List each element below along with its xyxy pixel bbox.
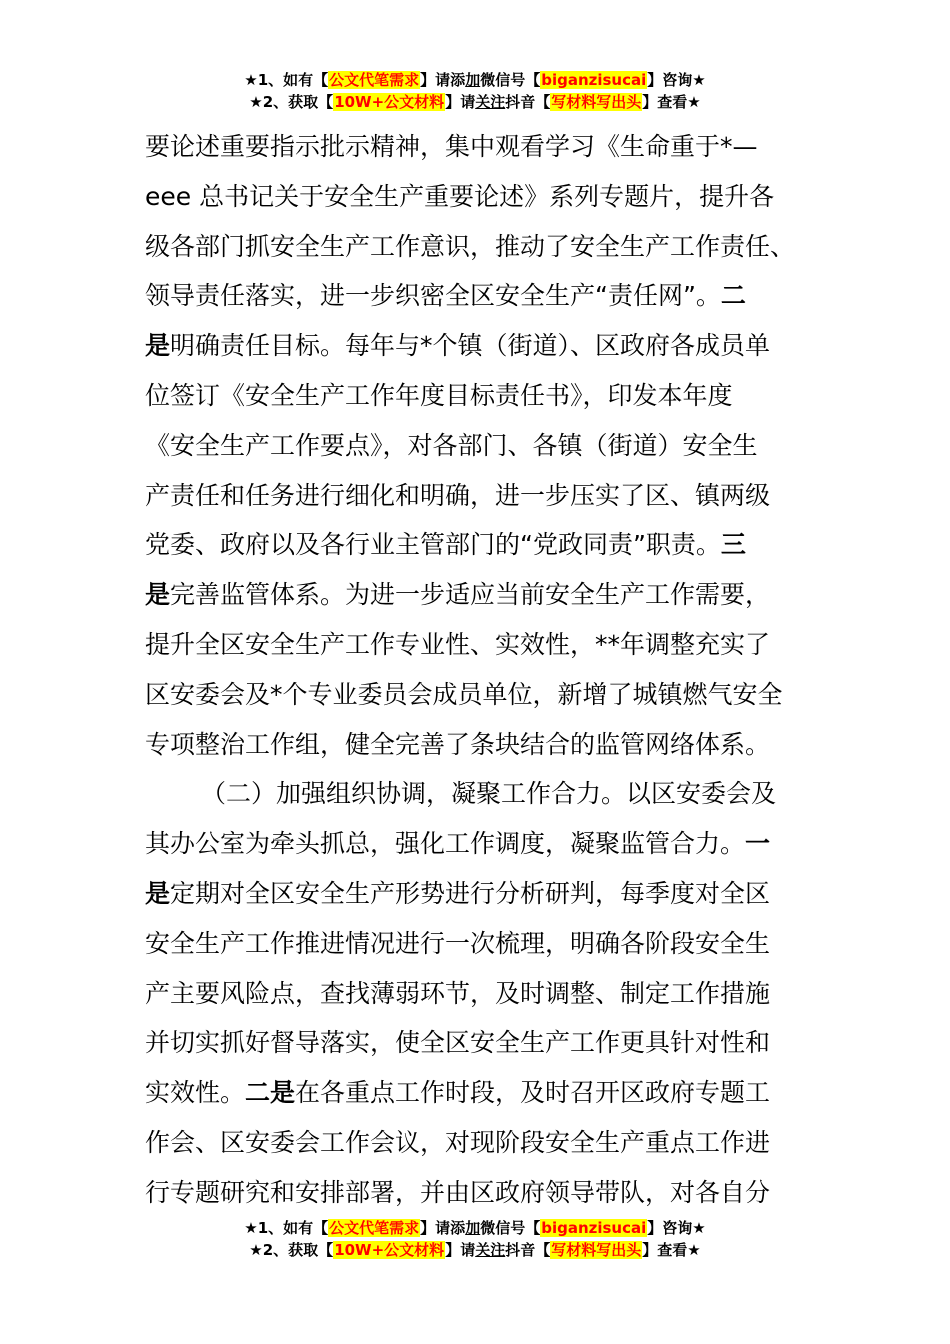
promo-text: 抖音【	[505, 93, 551, 111]
promo-text: 微信号【	[480, 1219, 541, 1237]
promo-text: 】请	[445, 1241, 476, 1259]
promo-text: 】请	[445, 93, 476, 111]
body-text: 并切实抓好督导落实，使全区安全生产工作更具针对性和	[145, 1028, 771, 1058]
promo-underlined: 加	[465, 71, 481, 89]
body-bold-marker: 是	[145, 580, 171, 610]
body-text: （二）加强组织协调，凝聚工作合力。以区安委会及	[201, 779, 777, 809]
body-text: 领导责任落实，进一步织密全区安全生产“责任网”。	[145, 281, 721, 311]
body-text: eee 总书记关于安全生产重要论述》系列专题片，提升各	[145, 181, 775, 211]
promo-highlight: 10W+公文材料	[334, 93, 445, 111]
body-bold-marker: 是	[145, 878, 171, 908]
promo-underlined: 关注	[475, 93, 506, 111]
body-bold-marker: 一	[745, 829, 771, 859]
bottom-promo-banner	[0, 1217, 950, 1261]
promo-text: 】请添	[420, 71, 466, 89]
body-text: 行专题研究和安排部署，并由区政府领导带队，对各自分	[145, 1177, 771, 1207]
body-line	[145, 271, 805, 321]
promo-text: 】查看★	[642, 93, 701, 111]
body-text: 提升全区安全生产工作专业性、实效性，**年调整充实了	[145, 629, 771, 659]
promo-highlight: 公文代笔需求	[329, 1219, 420, 1237]
body-text: 安全生产工作推进情况进行一次梳理，明确各阶段安全生	[145, 928, 771, 958]
body-line	[145, 122, 805, 172]
body-line	[145, 1168, 805, 1218]
body-line	[145, 819, 805, 869]
body-text: 要论述重要指示批示精神，集中观看学习《生命重于*—	[145, 132, 758, 161]
body-text: 《安全生产工作要点》，对各部门、各镇（街道）安全生	[145, 430, 758, 460]
body-text: 实效性。	[145, 1078, 246, 1108]
promo-highlight: 公文代笔需求	[329, 71, 420, 89]
body-line	[145, 172, 805, 222]
body-line	[145, 371, 805, 421]
body-line	[145, 969, 805, 1019]
promo-line-2	[0, 91, 950, 113]
body-line	[145, 1068, 805, 1118]
body-bold-marker: 二	[720, 281, 746, 311]
body-line	[145, 869, 805, 919]
promo-line-1	[0, 1217, 950, 1239]
promo-highlight-wechat-id: biganzisucai	[541, 1219, 647, 1237]
promo-underlined: 关注	[475, 1241, 506, 1259]
body-line	[145, 720, 805, 770]
body-line	[145, 520, 805, 570]
promo-highlight-douyin: 写材料写出头	[551, 1241, 642, 1259]
body-line	[145, 670, 805, 720]
body-text: 级各部门抓安全生产工作意识，推动了安全生产工作责任、	[145, 231, 796, 261]
section-heading-line	[145, 769, 805, 819]
body-text: 作会、区安委会工作会议，对现阶段安全生产重点工作进	[145, 1127, 771, 1157]
body-line	[145, 570, 805, 620]
body-line	[145, 321, 805, 371]
body-text: 产责任和任务进行细化和明确，进一步压实了区、镇两级	[145, 480, 771, 510]
promo-text: 】咨询★	[647, 1219, 706, 1237]
body-bold-marker: 三	[720, 530, 746, 560]
body-text: 位签订《安全生产工作年度目标责任书》，印发本年度	[145, 380, 733, 410]
promo-text: 抖音【	[505, 1241, 551, 1259]
document-body	[145, 122, 805, 1218]
promo-highlight: 10W+公文材料	[334, 1241, 445, 1259]
promo-highlight-douyin: 写材料写出头	[551, 93, 642, 111]
promo-line-1	[0, 69, 950, 91]
promo-text: ★2、获取【	[249, 1241, 334, 1259]
promo-underlined: 加	[465, 1219, 481, 1237]
body-line	[145, 919, 805, 969]
body-text: 专项整治工作组，健全完善了条块结合的监管网络体系。	[145, 729, 771, 759]
body-text: 区安委会及*个专业委员会成员单位，新增了城镇燃气安全	[145, 679, 783, 709]
body-text: 定期对全区安全生产形势进行分析研判，每季度对全区	[170, 878, 771, 908]
promo-text: ★2、获取【	[249, 93, 334, 111]
body-text: 在各重点工作时段，及时召开区政府专题工	[295, 1078, 771, 1108]
promo-highlight-wechat-id: biganzisucai	[541, 71, 647, 89]
body-line	[145, 421, 805, 471]
promo-text: ★1、如有【	[244, 71, 329, 89]
body-text: 完善监管体系。为进一步适应当前安全生产工作需要，	[170, 580, 771, 610]
promo-text: 】咨询★	[647, 71, 706, 89]
body-text: 其办公室为牵头抓总，强化工作调度，凝聚监管合力。	[145, 829, 746, 859]
top-promo-banner	[0, 69, 950, 113]
body-line	[145, 1118, 805, 1168]
body-text: 产主要风险点，查找薄弱环节，及时调整、制定工作措施	[145, 978, 771, 1008]
promo-text: 】查看★	[642, 1241, 701, 1259]
body-bold-marker: 是	[145, 331, 171, 361]
promo-text: 微信号【	[480, 71, 541, 89]
body-line	[145, 222, 805, 272]
body-line	[145, 471, 805, 521]
promo-text: 】请添	[420, 1219, 466, 1237]
promo-text: ★1、如有【	[244, 1219, 329, 1237]
body-line	[145, 1018, 805, 1068]
body-line	[145, 620, 805, 670]
promo-line-2	[0, 1239, 950, 1261]
body-bold-marker: 二是	[245, 1078, 296, 1108]
body-text: 党委、政府以及各行业主管部门的“党政同责”职责。	[145, 530, 721, 560]
body-text: 明确责任目标。每年与*个镇（街道）、区政府各成员单	[170, 331, 771, 361]
